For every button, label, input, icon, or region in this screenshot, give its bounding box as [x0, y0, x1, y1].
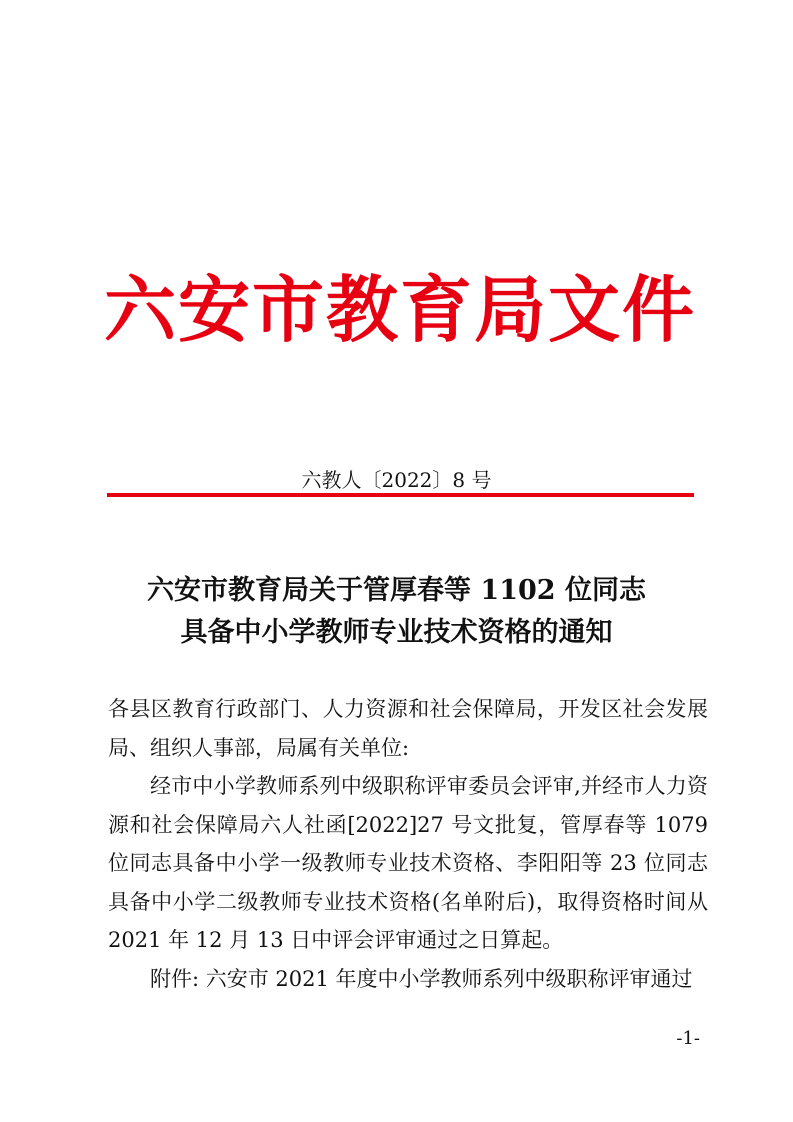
document-number: 六教人〔2022〕8 号 — [301, 468, 492, 492]
notice-title-line-2: 具备中小学教师专业技术资格的通知 — [180, 617, 613, 648]
salutation: 各县区教育行政部门、人力资源和社会保障局，开发区社会发展局、组织人事部，局属有关单位: — [108, 697, 708, 760]
notice-title-line-1: 六安市教育局关于管厚春等 1102 位同志 — [147, 575, 646, 606]
notice-body — [108, 690, 708, 998]
red-divider-line — [107, 493, 694, 497]
page-number: -1- — [676, 1028, 700, 1049]
masthead-title: 六安市教育局文件 — [103, 268, 696, 352]
attachment-line: 附件: 六安市 2021 年度中小学教师系列中级职称评审通过 — [150, 966, 693, 991]
notice-title — [0, 570, 793, 654]
body-paragraph: 经市中小学教师系列中级职称评审委员会评审,并经市人力资源和社会保障局六人社函[2022]27 号文批复，管厚春等 1079 位同志具备中小学一级教师专业技术资格、李阳阳等 23 位同志具备中小学二级教师专业技术资格(名单附后)，取得资格时间从 2021 年 12 月 13 日中评会评审通过之日算起。 — [108, 774, 708, 952]
